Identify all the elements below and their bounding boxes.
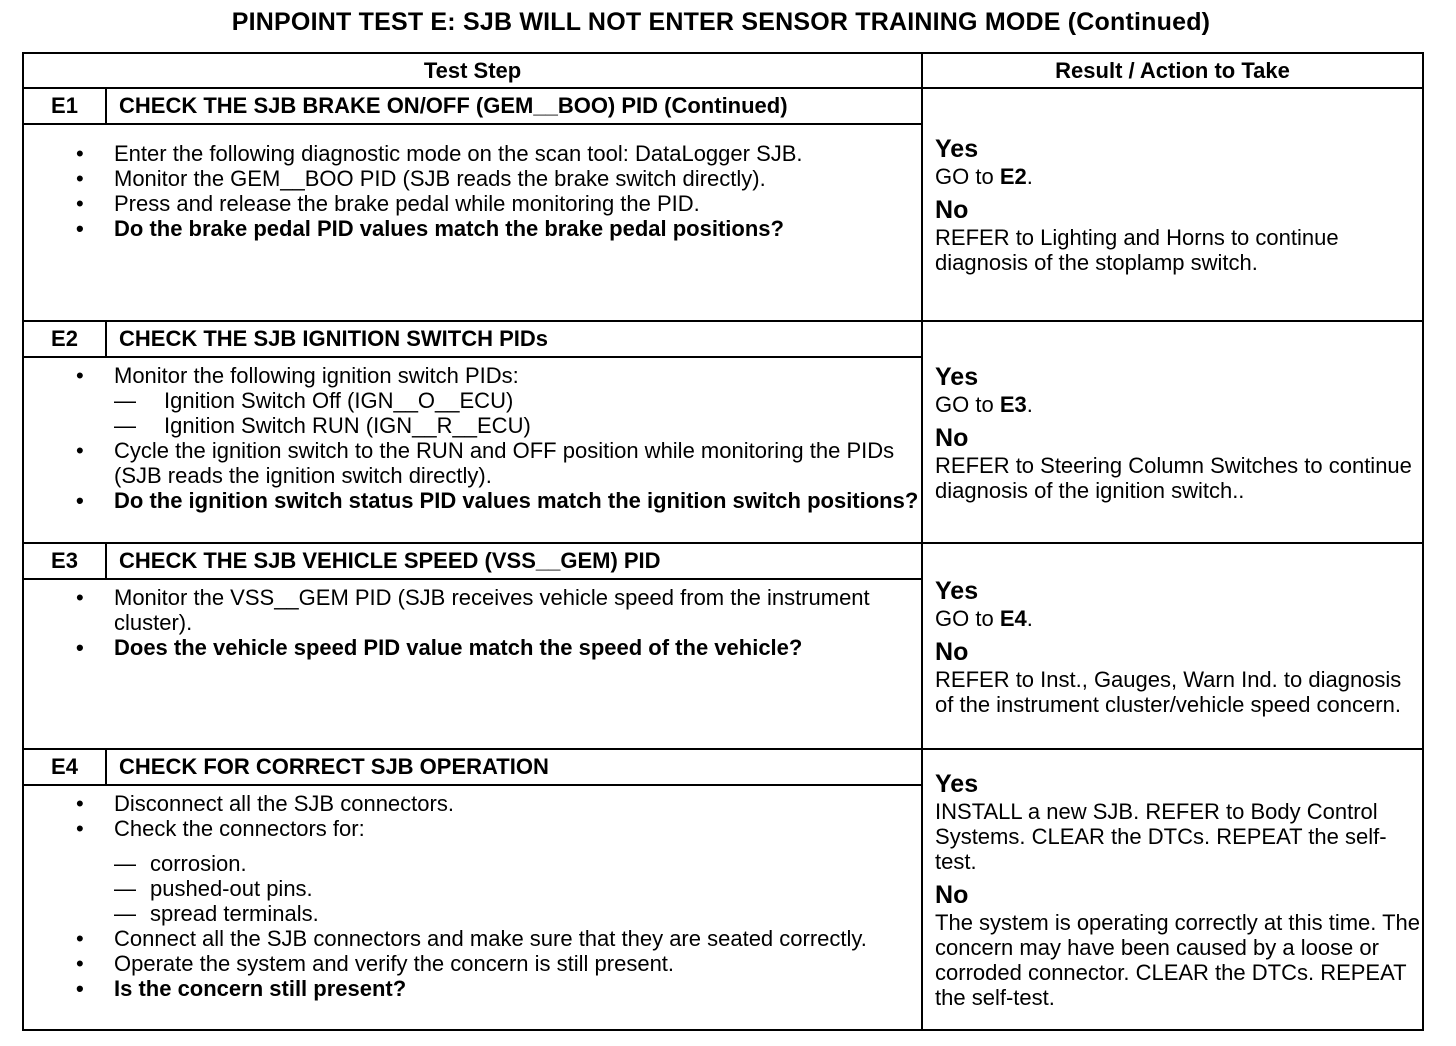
no-label: No xyxy=(935,423,969,452)
yes-action: GO to E2. xyxy=(935,164,1033,189)
header-result-action: Result / Action to Take xyxy=(922,53,1423,88)
yes-action: INSTALL a new SJB. REFER to Body Control Systems. CLEAR the DTCs. REPEAT the self-test. xyxy=(935,799,1387,874)
result-cell xyxy=(922,543,1423,749)
list-sub-item: — corrosion. xyxy=(114,851,247,876)
table-header-row xyxy=(23,53,1423,88)
goto-target: E2 xyxy=(999,164,1027,189)
yes-label: Yes xyxy=(935,576,979,605)
step-items xyxy=(24,585,921,660)
no-label: No xyxy=(935,637,969,666)
step-id: E3 xyxy=(23,543,106,579)
pinpoint-test-table xyxy=(22,52,1424,1031)
list-sub-item: — pushed-out pins. xyxy=(114,876,313,901)
list-item: • Do the ignition switch status PID values match the ignition switch positions? xyxy=(114,488,921,513)
list-item: • Connect all the SJB connectors and make sure that they are seated correctly. xyxy=(114,926,921,951)
no-action: REFER to Inst., Gauges, Warn Ind. to diagnosis of the instrument cluster/vehicle speed concern. xyxy=(935,666,1402,717)
list-item: • Press and release the brake pedal while monitoring the PID. xyxy=(114,191,921,216)
list-item: • Disconnect all the SJB connectors. xyxy=(114,791,921,816)
step-title-row xyxy=(23,321,1423,357)
no-action: The system is operating correctly at this time. The concern may have been caused by a loose or corroded connector. CLEAR the DTCs. REPEAT the self-test. xyxy=(935,910,1421,1010)
goto-target: E4 xyxy=(999,605,1027,631)
list-item: • Check the connectors for: xyxy=(114,816,921,841)
list-item: • Does the vehicle speed PID value match the speed of the vehicle? xyxy=(114,635,921,660)
list-item: • Enter the following diagnostic mode on the scan tool: DataLogger SJB. xyxy=(114,141,921,166)
header-test-step: Test Step xyxy=(23,53,922,88)
no-label: No xyxy=(935,196,969,224)
step-title-row xyxy=(23,88,1423,124)
list-sub-item: — Ignition Switch RUN (IGN__R__ECU) xyxy=(114,413,531,438)
step-title-row xyxy=(23,749,1423,785)
step-id: E4 xyxy=(23,749,106,785)
step-title: CHECK THE SJB IGNITION SWITCH PIDs xyxy=(106,321,922,357)
list-item: • Do the brake pedal PID values match the brake pedal positions? xyxy=(114,216,921,241)
page-title: PINPOINT TEST E: SJB WILL NOT ENTER SENSOR TRAINING MODE (Continued) xyxy=(231,8,1211,36)
step-items xyxy=(24,791,921,1001)
no-action: REFER to Lighting and Horns to continue diagnosis of the stoplamp switch. xyxy=(935,225,1339,275)
result-cell xyxy=(922,749,1423,1030)
no-action: REFER to Steering Column Switches to continue diagnosis of the ignition switch.. xyxy=(935,452,1412,503)
list-sub-item: — spread terminals. xyxy=(114,901,319,926)
result-cell xyxy=(922,88,1423,321)
step-items xyxy=(24,363,921,513)
list-item: • Operate the system and verify the concern is still present. xyxy=(114,951,921,976)
step-title: CHECK THE SJB BRAKE ON/OFF (GEM__BOO) PID (Continued) xyxy=(106,88,922,124)
yes-label: Yes xyxy=(935,135,979,163)
step-id: E2 xyxy=(23,321,106,357)
step-title: CHECK FOR CORRECT SJB OPERATION xyxy=(106,749,922,785)
goto-target: E3 xyxy=(999,391,1027,417)
list-item: • Monitor the GEM__BOO PID (SJB reads the brake switch directly). xyxy=(114,166,921,191)
no-label: No xyxy=(935,881,969,909)
list-item: • Is the concern still present? xyxy=(114,976,921,1001)
step-body xyxy=(23,124,922,321)
step-body xyxy=(23,579,922,749)
step-title-row xyxy=(23,543,1423,579)
step-body xyxy=(23,357,922,543)
step-title: CHECK THE SJB VEHICLE SPEED (VSS__GEM) PID xyxy=(106,543,922,579)
step-body xyxy=(23,785,922,1030)
list-sub-item: — Ignition Switch Off (IGN__O__ECU) xyxy=(114,388,514,413)
step-items xyxy=(24,141,921,241)
list-item: • Monitor the VSS__GEM PID (SJB receives vehicle speed from the instrument cluster). xyxy=(114,585,921,635)
yes-label: Yes xyxy=(935,362,979,391)
list-item: • Monitor the following ignition switch PIDs: xyxy=(114,363,921,388)
list-item: • Cycle the ignition switch to the RUN and OFF position while monitoring the PIDs (SJB reads the ignition switch directly). xyxy=(114,438,921,488)
yes-action: GO to E3. xyxy=(935,391,1033,417)
yes-action: GO to E4. xyxy=(935,605,1033,631)
step-id: E1 xyxy=(23,88,106,124)
result-cell xyxy=(922,321,1423,543)
yes-label: Yes xyxy=(935,770,979,798)
